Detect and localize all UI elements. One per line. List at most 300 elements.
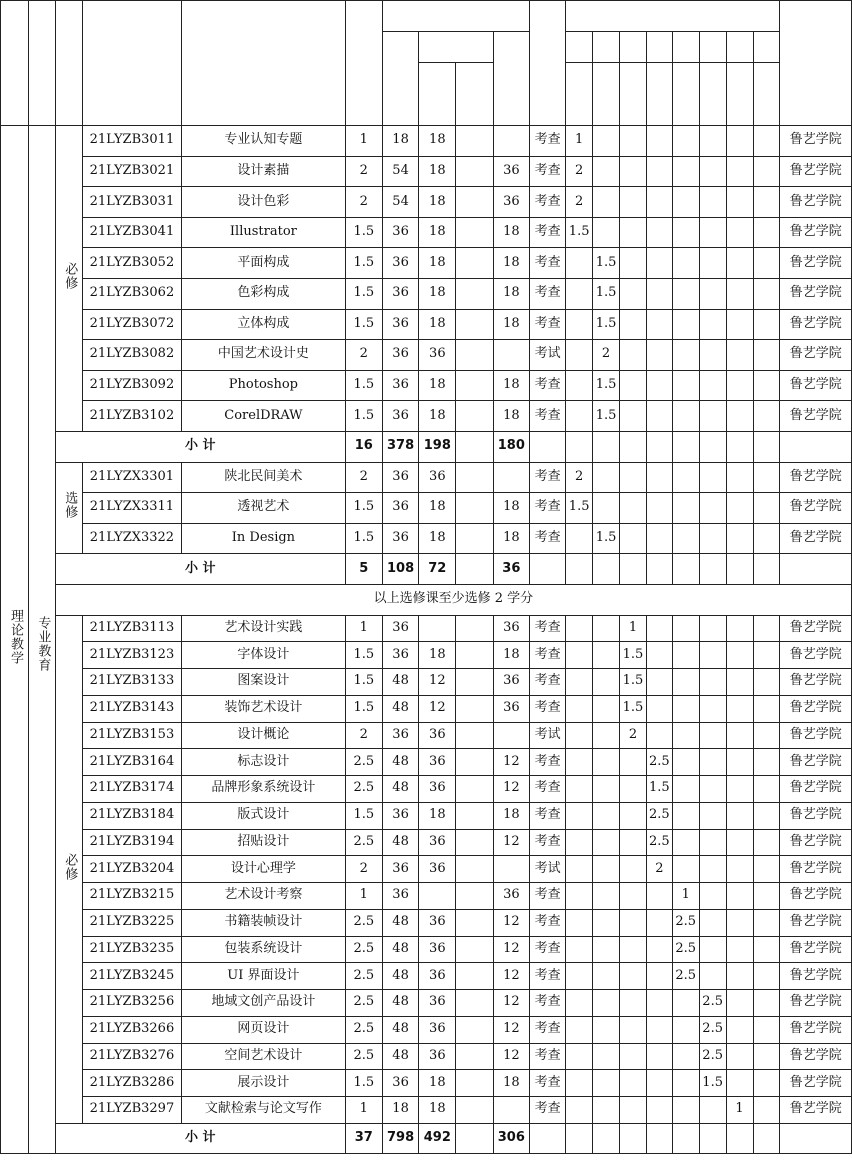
course-total-hours: 36 (382, 856, 418, 883)
semester-cell-7 (726, 1043, 753, 1070)
subtotal-empty-cell (646, 1123, 672, 1154)
semester-cell-5 (672, 126, 699, 157)
course-dept: 鲁艺学院 (780, 370, 852, 401)
semester-cell-6 (699, 401, 726, 432)
semester-cell-8 (753, 340, 780, 371)
semester-cell-2 (593, 776, 620, 803)
course-total-hours: 48 (382, 1016, 418, 1043)
course-dept: 鲁艺学院 (780, 340, 852, 371)
semester-cell-7 (726, 776, 753, 803)
course-assess: 考查 (529, 493, 565, 524)
course-code: 21LYZX3301 (82, 462, 181, 493)
semester-cell-6 (699, 462, 726, 493)
semester-cell-3 (620, 1043, 647, 1070)
course-assess: 考查 (529, 462, 565, 493)
course-practice-hours: 12 (493, 963, 529, 990)
semester-cell-8 (753, 802, 780, 829)
course-name: 装饰艺术设计 (182, 695, 346, 722)
subtotal-empty-cell (753, 554, 780, 585)
course-credit: 2 (345, 722, 382, 749)
semester-cell-5 (672, 829, 699, 856)
semester-cell-4: 2.5 (646, 802, 672, 829)
semester-cell-6 (699, 642, 726, 669)
course-credit: 2.5 (345, 1043, 382, 1070)
semester-cell-5 (672, 802, 699, 829)
semester-cell-4 (646, 370, 672, 401)
semester-cell-6 (699, 909, 726, 936)
semester-cell-8 (753, 883, 780, 910)
course-assess: 考查 (529, 776, 565, 803)
course-name: 地域文创产品设计 (182, 990, 346, 1017)
semester-cell-3 (620, 278, 647, 309)
table-row (1, 776, 852, 803)
table-row (1, 963, 852, 990)
semester-cell-1 (566, 615, 593, 642)
table-row (1, 695, 852, 722)
course-total-hours: 36 (382, 493, 418, 524)
semester-cell-8 (753, 1070, 780, 1097)
semester-cell-7 (726, 493, 753, 524)
semester-cell-7: 1 (726, 1097, 753, 1124)
course-dept: 鲁艺学院 (780, 615, 852, 642)
course-total-hours: 54 (382, 156, 418, 187)
subtotal-row (1, 554, 852, 585)
course-dept: 鲁艺学院 (780, 936, 852, 963)
semester-cell-3: 1.5 (620, 669, 647, 696)
semester-cell-4 (646, 187, 672, 218)
course-online-hours (456, 401, 493, 432)
subtotal-total-hours: 378 (382, 431, 418, 462)
course-dept: 鲁艺学院 (780, 401, 852, 432)
semester-cell-3 (620, 883, 647, 910)
semester-cell-3 (620, 909, 647, 936)
course-offline-hours: 18 (419, 370, 456, 401)
semester-cell-7 (726, 936, 753, 963)
course-offline-hours: 18 (419, 217, 456, 248)
course-name: 品牌形象系统设计 (182, 776, 346, 803)
course-name: 设计色彩 (182, 187, 346, 218)
course-assess: 考查 (529, 1097, 565, 1124)
subtotal-total-hours: 108 (382, 554, 418, 585)
course-online-hours (456, 776, 493, 803)
subtotal-empty-cell (620, 1123, 647, 1154)
subtotal-empty-cell (566, 1123, 593, 1154)
subtotal-credit: 37 (345, 1123, 382, 1154)
course-dept: 鲁艺学院 (780, 462, 852, 493)
semester-cell-5 (672, 309, 699, 340)
subtotal-empty-cell (566, 554, 593, 585)
course-practice-hours: 18 (493, 401, 529, 432)
semester-cell-4 (646, 615, 672, 642)
semester-cell-1: 1 (566, 126, 593, 157)
semester-cell-6 (699, 829, 726, 856)
course-practice-hours (493, 1097, 529, 1124)
semester-cell-6 (699, 776, 726, 803)
header-weeks-7 (726, 63, 753, 126)
course-code: 21LYZB3031 (82, 187, 181, 218)
course-dept: 鲁艺学院 (780, 217, 852, 248)
semester-cell-2 (593, 963, 620, 990)
course-credit: 2 (345, 187, 382, 218)
semester-cell-7 (726, 217, 753, 248)
course-offline-hours: 18 (419, 156, 456, 187)
semester-cell-1: 2 (566, 187, 593, 218)
semester-cell-4: 2.5 (646, 749, 672, 776)
course-total-hours: 36 (382, 802, 418, 829)
course-assess: 考查 (529, 309, 565, 340)
subtotal-empty-cell (672, 554, 699, 585)
course-code: 21LYZB3113 (82, 615, 181, 642)
course-online-hours (456, 802, 493, 829)
course-code: 21LYZB3133 (82, 669, 181, 696)
semester-cell-3 (620, 1070, 647, 1097)
semester-cell-3 (620, 401, 647, 432)
course-code: 21LYZB3062 (82, 278, 181, 309)
course-practice-hours: 12 (493, 829, 529, 856)
course-name: Photoshop (182, 370, 346, 401)
course-total-hours: 36 (382, 523, 418, 554)
header-weeks-2 (593, 63, 620, 126)
semester-cell-2 (593, 126, 620, 157)
course-total-hours: 36 (382, 642, 418, 669)
course-total-hours: 36 (382, 722, 418, 749)
course-practice-hours: 12 (493, 1043, 529, 1070)
semester-cell-8 (753, 856, 780, 883)
semester-cell-5 (672, 401, 699, 432)
table-row (1, 401, 852, 432)
course-online-hours (456, 936, 493, 963)
course-assess: 考查 (529, 695, 565, 722)
semester-cell-5 (672, 990, 699, 1017)
semester-cell-1 (566, 669, 593, 696)
semester-cell-8 (753, 909, 780, 936)
course-total-hours: 36 (382, 401, 418, 432)
subtotal-offline-hours: 72 (419, 554, 456, 585)
course-credit: 1 (345, 615, 382, 642)
course-name: 包装系统设计 (182, 936, 346, 963)
semester-cell-3 (620, 187, 647, 218)
course-assess: 考试 (529, 856, 565, 883)
semester-cell-3 (620, 829, 647, 856)
course-total-hours: 48 (382, 829, 418, 856)
vertical-label: 专业教育 (35, 616, 51, 672)
course-offline-hours: 12 (419, 669, 456, 696)
course-assess: 考查 (529, 990, 565, 1017)
course-practice-hours: 18 (493, 642, 529, 669)
course-name: 标志设计 (182, 749, 346, 776)
course-credit: 1.5 (345, 217, 382, 248)
course-code: 21LYZB3143 (82, 695, 181, 722)
table-row (1, 856, 852, 883)
course-dept: 鲁艺学院 (780, 309, 852, 340)
semester-cell-1 (566, 248, 593, 279)
course-dept: 鲁艺学院 (780, 802, 852, 829)
subtotal-empty-cell (780, 431, 852, 462)
course-code: 21LYZB3102 (82, 401, 181, 432)
semester-cell-5: 2.5 (672, 936, 699, 963)
elective-note: 以上选修课至少选修 2 学分 (55, 584, 851, 615)
course-online-hours (456, 217, 493, 248)
course-code: 21LYZB3276 (82, 1043, 181, 1070)
course-online-hours (456, 156, 493, 187)
subtotal-empty-cell (726, 554, 753, 585)
course-online-hours (456, 829, 493, 856)
course-name: 版式设计 (182, 802, 346, 829)
course-offline-hours: 18 (419, 187, 456, 218)
subtotal-empty-cell (529, 1123, 565, 1154)
course-code: 21LYZB3072 (82, 309, 181, 340)
semester-cell-7 (726, 990, 753, 1017)
vertical-label: 理论教学 (7, 609, 23, 666)
course-online-hours (456, 722, 493, 749)
course-offline-hours: 18 (419, 802, 456, 829)
course-assess: 考查 (529, 187, 565, 218)
semester-cell-4 (646, 523, 672, 554)
course-credit: 1 (345, 883, 382, 910)
course-dept: 鲁艺学院 (780, 156, 852, 187)
semester-cell-1 (566, 1043, 593, 1070)
semester-cell-8 (753, 669, 780, 696)
course-assess: 考查 (529, 749, 565, 776)
semester-cell-8 (753, 156, 780, 187)
semester-cell-8 (753, 1097, 780, 1124)
course-name: 空间艺术设计 (182, 1043, 346, 1070)
semester-cell-2: 1.5 (593, 309, 620, 340)
course-offline-hours: 18 (419, 1097, 456, 1124)
semester-cell-8 (753, 278, 780, 309)
course-dept: 鲁艺学院 (780, 909, 852, 936)
course-total-hours: 48 (382, 749, 418, 776)
course-online-hours (456, 615, 493, 642)
semester-cell-7 (726, 462, 753, 493)
subtotal-label: 小 计 (55, 554, 345, 585)
semester-cell-3 (620, 776, 647, 803)
semester-cell-1 (566, 802, 593, 829)
elective-cell (55, 462, 82, 554)
subtotal-offline-hours: 492 (419, 1123, 456, 1154)
course-total-hours: 36 (382, 309, 418, 340)
course-name: 艺术设计实践 (182, 615, 346, 642)
semester-cell-6 (699, 856, 726, 883)
course-credit: 1.5 (345, 278, 382, 309)
course-credit: 1.5 (345, 802, 382, 829)
course-total-hours: 18 (382, 126, 418, 157)
course-dept: 鲁艺学院 (780, 1097, 852, 1124)
course-credit: 2 (345, 856, 382, 883)
subtotal-credit: 5 (345, 554, 382, 585)
subtotal-empty-cell (726, 431, 753, 462)
table-row (1, 909, 852, 936)
subtotal-online-hours (456, 554, 493, 585)
table-row (1, 1043, 852, 1070)
semester-cell-5: 1 (672, 883, 699, 910)
course-online-hours (456, 523, 493, 554)
header-sem-5 (672, 32, 699, 63)
semester-cell-5 (672, 722, 699, 749)
course-total-hours: 36 (382, 248, 418, 279)
course-code: 21LYZB3215 (82, 883, 181, 910)
semester-cell-7 (726, 642, 753, 669)
semester-cell-3: 1 (620, 615, 647, 642)
course-practice-hours (493, 126, 529, 157)
semester-cell-6 (699, 248, 726, 279)
semester-cell-6 (699, 883, 726, 910)
course-total-hours: 36 (382, 615, 418, 642)
semester-cell-5 (672, 1097, 699, 1124)
header-weeks-3 (620, 63, 647, 126)
course-total-hours: 48 (382, 1043, 418, 1070)
semester-cell-5 (672, 523, 699, 554)
semester-cell-7 (726, 749, 753, 776)
course-offline-hours: 36 (419, 936, 456, 963)
course-online-hours (456, 642, 493, 669)
course-name: 色彩构成 (182, 278, 346, 309)
semester-cell-8 (753, 695, 780, 722)
course-online-hours (456, 883, 493, 910)
course-code: 21LYZB3297 (82, 1097, 181, 1124)
course-offline-hours: 18 (419, 401, 456, 432)
course-code: 21LYZB3164 (82, 749, 181, 776)
semester-cell-3 (620, 217, 647, 248)
header-credit (345, 1, 382, 126)
course-code: 21LYZB3092 (82, 370, 181, 401)
semester-cell-4 (646, 990, 672, 1017)
semester-cell-4 (646, 909, 672, 936)
course-online-hours (456, 909, 493, 936)
course-code: 21LYZB3235 (82, 936, 181, 963)
course-name: 透视艺术 (182, 493, 346, 524)
semester-cell-1 (566, 856, 593, 883)
semester-cell-7 (726, 309, 753, 340)
semester-cell-1 (566, 909, 593, 936)
semester-cell-2 (593, 669, 620, 696)
course-online-hours (456, 309, 493, 340)
course-offline-hours: 36 (419, 749, 456, 776)
semester-cell-5 (672, 493, 699, 524)
course-practice-hours (493, 340, 529, 371)
semester-cell-3 (620, 370, 647, 401)
course-online-hours (456, 1043, 493, 1070)
table-row (1, 217, 852, 248)
table-row (1, 1016, 852, 1043)
course-assess: 考查 (529, 248, 565, 279)
semester-cell-8 (753, 493, 780, 524)
table-row (1, 493, 852, 524)
course-online-hours (456, 462, 493, 493)
semester-cell-2 (593, 493, 620, 524)
course-credit: 2.5 (345, 909, 382, 936)
subtotal-empty-cell (753, 1123, 780, 1154)
semester-cell-5 (672, 695, 699, 722)
semester-cell-8 (753, 370, 780, 401)
course-code: 21LYZB3011 (82, 126, 181, 157)
semester-cell-3: 2 (620, 722, 647, 749)
course-name: 书籍装帧设计 (182, 909, 346, 936)
course-assess: 考查 (529, 963, 565, 990)
semester-cell-1: 2 (566, 462, 593, 493)
semester-cell-7 (726, 963, 753, 990)
course-credit: 2.5 (345, 1016, 382, 1043)
course-offline-hours: 18 (419, 493, 456, 524)
semester-cell-5 (672, 1016, 699, 1043)
semester-cell-8 (753, 126, 780, 157)
course-practice-hours: 36 (493, 883, 529, 910)
semester-cell-7 (726, 523, 753, 554)
course-credit: 2 (345, 156, 382, 187)
course-credit: 2.5 (345, 749, 382, 776)
course-assess: 考查 (529, 1043, 565, 1070)
course-total-hours: 48 (382, 695, 418, 722)
course-practice-hours (493, 856, 529, 883)
semester-cell-7 (726, 340, 753, 371)
course-name: 设计素描 (182, 156, 346, 187)
semester-cell-7 (726, 156, 753, 187)
course-practice-hours: 18 (493, 217, 529, 248)
subtotal-credit: 16 (345, 431, 382, 462)
semester-cell-3 (620, 936, 647, 963)
course-online-hours (456, 1016, 493, 1043)
course-practice-hours: 36 (493, 615, 529, 642)
semester-cell-7 (726, 909, 753, 936)
semester-cell-3 (620, 340, 647, 371)
course-name: 招贴设计 (182, 829, 346, 856)
subtotal-empty-cell (529, 554, 565, 585)
course-practice-hours: 18 (493, 278, 529, 309)
header-semester-group (566, 1, 780, 32)
header-sem-2 (593, 32, 620, 63)
semester-cell-4 (646, 340, 672, 371)
semester-cell-5 (672, 856, 699, 883)
semester-cell-4 (646, 936, 672, 963)
semester-cell-2 (593, 615, 620, 642)
semester-cell-3 (620, 309, 647, 340)
course-code: 21LYZB3225 (82, 909, 181, 936)
course-dept: 鲁艺学院 (780, 1070, 852, 1097)
course-credit: 2.5 (345, 829, 382, 856)
table-row (1, 802, 852, 829)
course-name: 中国艺术设计史 (182, 340, 346, 371)
course-credit: 1 (345, 126, 382, 157)
semester-cell-6 (699, 309, 726, 340)
semester-cell-1 (566, 749, 593, 776)
semester-cell-4 (646, 669, 672, 696)
course-assess: 考查 (529, 1016, 565, 1043)
header-assess (529, 1, 565, 126)
semester-cell-5: 2.5 (672, 909, 699, 936)
course-practice-hours: 12 (493, 990, 529, 1017)
course-online-hours (456, 963, 493, 990)
semester-cell-6 (699, 936, 726, 963)
semester-cell-2: 1.5 (593, 248, 620, 279)
course-total-hours: 36 (382, 370, 418, 401)
semester-cell-6 (699, 749, 726, 776)
semester-cell-8 (753, 217, 780, 248)
semester-cell-2: 1.5 (593, 401, 620, 432)
semester-cell-6: 2.5 (699, 1043, 726, 1070)
semester-cell-2 (593, 1016, 620, 1043)
table-row (1, 156, 852, 187)
course-name: In Design (182, 523, 346, 554)
semester-cell-3 (620, 749, 647, 776)
course-total-hours: 48 (382, 990, 418, 1017)
semester-cell-5 (672, 370, 699, 401)
semester-cell-8 (753, 462, 780, 493)
semester-cell-3: 1.5 (620, 695, 647, 722)
semester-cell-2: 1.5 (593, 278, 620, 309)
semester-cell-7 (726, 802, 753, 829)
semester-cell-2 (593, 722, 620, 749)
subtotal-offline-hours: 198 (419, 431, 456, 462)
